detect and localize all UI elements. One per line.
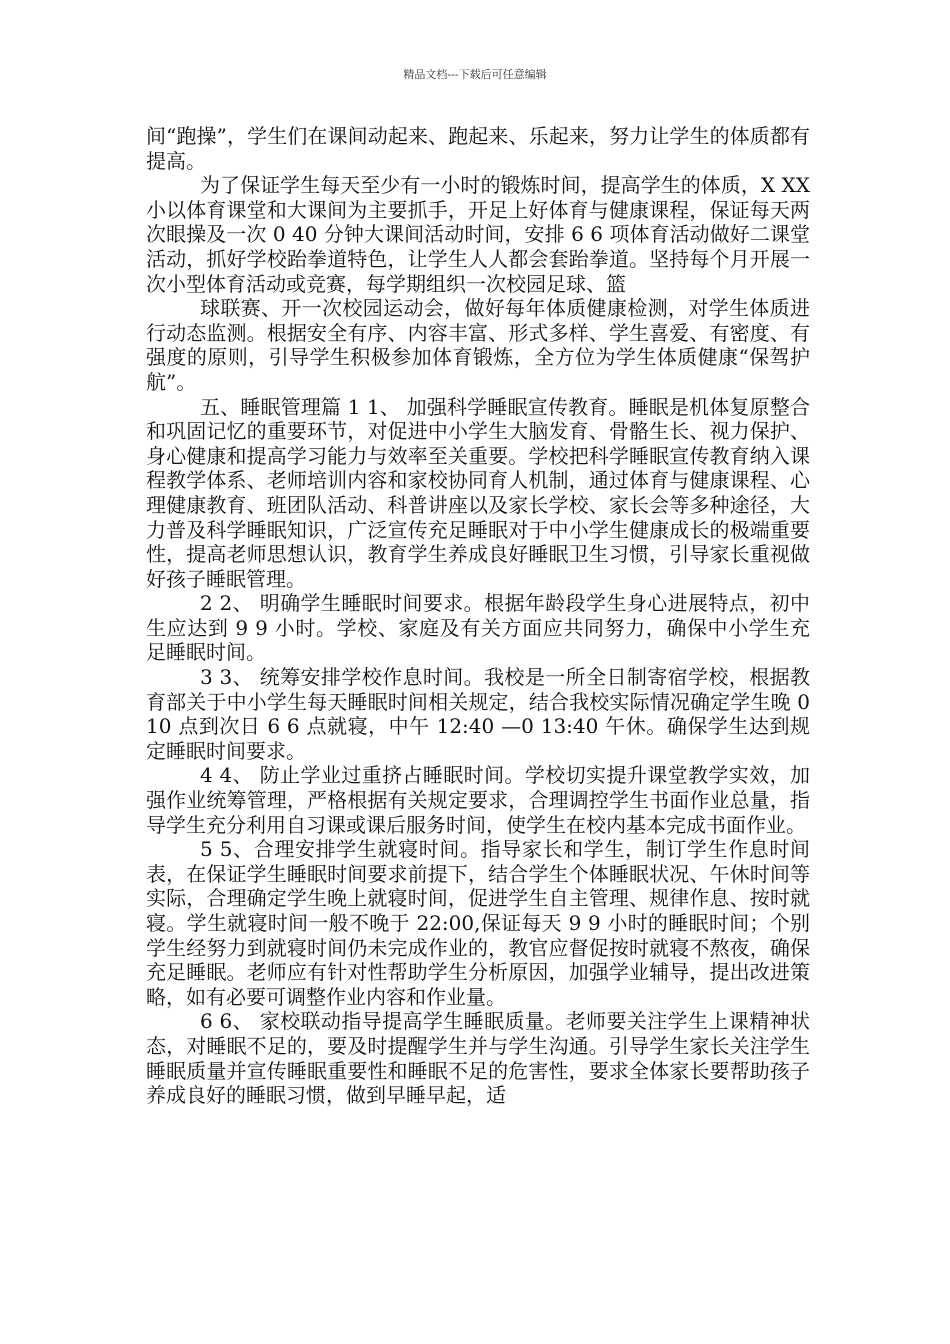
- paragraph: 球联赛、开一次校园运动会，做好每年体质健康检测，对学生体质进行动态监测。根据安全有序、内容丰富、形式多样、学生喜爱、有密度、有强度的原则，引导学生积极参加体育锻炼，全方位为学生体质健康“保驾护航”。: [146, 296, 810, 394]
- paragraph: 4 4、 防止学业过重挤占睡眠时间。学校切实提升课堂教学实效，加强作业统筹管理，严格根据有关规定要求，合理调控学生书面作业总量，指导学生充分利用自习课或课后服务时间，使学生在校内基本完成书面作业。: [146, 763, 810, 837]
- document-body: [146, 124, 810, 1108]
- paragraph: 2 2、 明确学生睡眠时间要求。根据年龄段学生身心进展特点，初中生应达到 9 9 小时。学校、家庭及有关方面应共同努力，确保中小学生充足睡眠时间。: [146, 591, 810, 665]
- page-header: 精品文档---下载后可任意编辑: [403, 68, 547, 81]
- paragraph: 间“跑操”，学生们在课间动起来、跑起来、乐起来，努力让学生的体质都有提高。: [146, 124, 810, 173]
- paragraph: 6 6、 家校联动指导提高学生睡眠质量。老师要关注学生上课精神状态，对睡眠不足的，要及时提醒学生并与学生沟通。引导学生家长关注学生睡眠质量并宣传睡眠重要性和睡眠不足的危害性，要求全体家长要帮助孩子养成良好的睡眠习惯，做到早睡早起，适: [146, 1009, 810, 1108]
- paragraph: 为了保证学生每天至少有一小时的锻炼时间，提高学生的体质，X XX 小以体育课堂和大课间为主要抓手，开足上好体育与健康课程，保证每天两次眼操及一次 0 40 分钟大课间活动时间，安排 6 6 项体育活动做好二课堂活动，抓好学校跆拳道特色，让学生人人都会套跆拳道。坚持每个月开展一次小型体育活动或竞赛，每学期组织一次校园足球、篮: [146, 173, 810, 296]
- paragraph: 五、睡眠管理篇 1 1、 加强科学睡眠宣传教育。睡眠是机体复原整合和巩固记忆的重要环节，对促进中小学生大脑发育、骨骼生长、视力保护、身心健康和提高学习能力与效率至关重要。学校把科学睡眠宣传教育纳入课程教学体系、老师培训内容和家校协同育人机制，通过体育与健康课程、心理健康教育、班团队活动、科普讲座以及家长学校、家长会等多种途径，大力普及科学睡眠知识，广泛宣传充足睡眠对于中小学生健康成长的极端重要性，提高老师思想认识，教育学生养成良好睡眠卫生习惯，引导家长重视做好孩子睡眠管理。: [146, 394, 810, 591]
- paragraph: 5 5、合理安排学生就寝时间。指导家长和学生，制订学生作息时间表，在保证学生睡眠时间要求前提下，结合学生个体睡眠状况、午休时间等实际，合理确定学生晚上就寝时间，促进学生自主管理、规律作息、按时就寝。学生就寝时间一般不晚于 22:00,保证每天 9 9 小时的睡眠时间；个别学生经努力到就寝时间仍未完成作业的，教官应督促按时就寝不熬夜，确保充足睡眠。老师应有针对性帮助学生分析原因，加强学业辅导，提出改进策略，如有必要可调整作业内容和作业量。: [146, 837, 810, 1009]
- paragraph: 3 3、 统筹安排学校作息时间。我校是一所全日制寄宿学校，根据教育部关于中小学生每天睡眠时间相关规定，结合我校实际情况确定学生晚 0 10 点到次日 6 6 点就寝，中午 12:40 —0 13:40 午休。确保学生达到规定睡眠时间要求。: [146, 665, 810, 763]
